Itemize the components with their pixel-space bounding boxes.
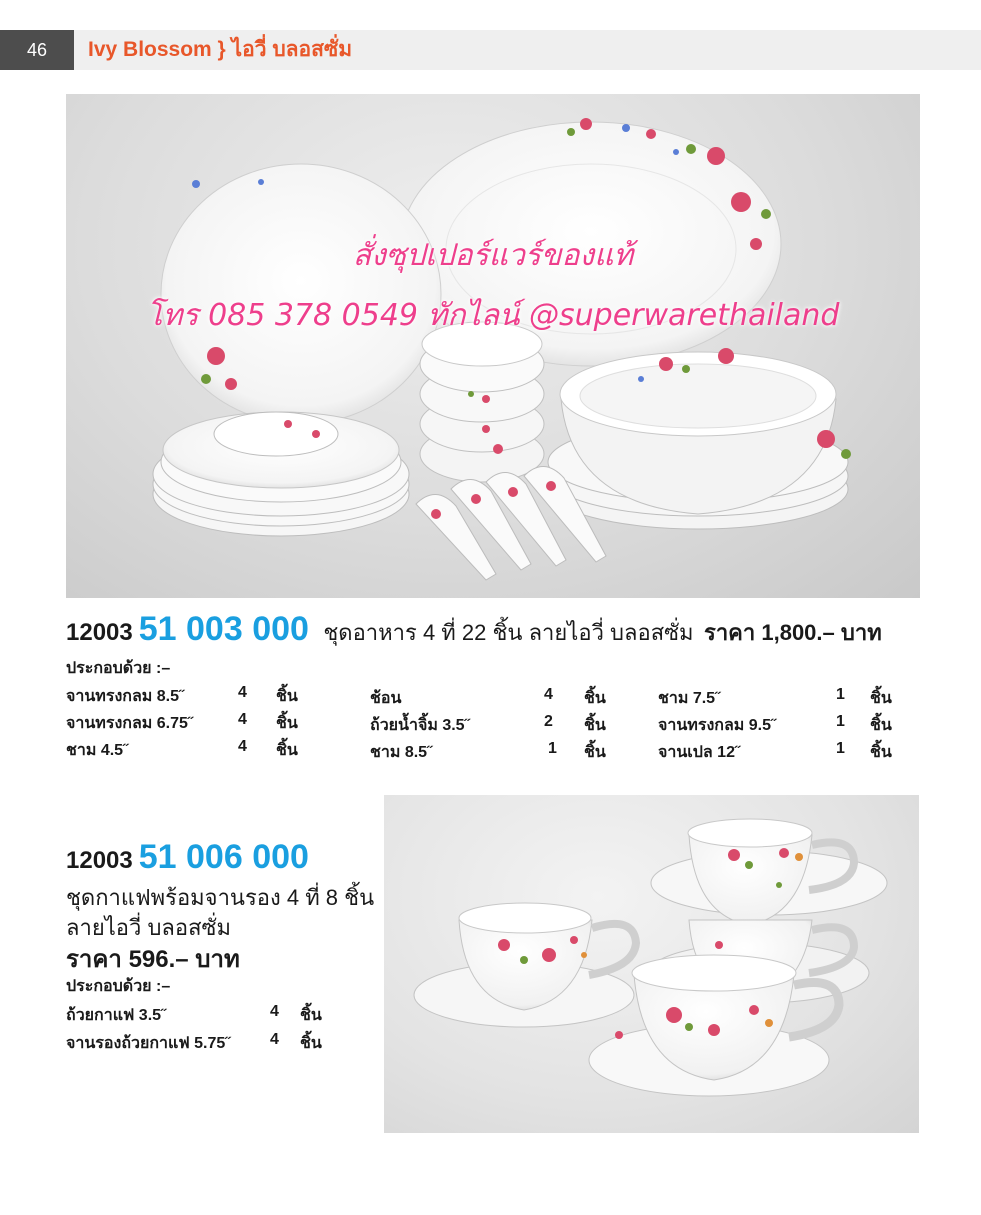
product1-item-name: จานทรงกลม 6.75˝ [66, 715, 194, 732]
product1-item-unit: ชิ้น [276, 715, 298, 732]
product1-item-qty: 2 [544, 713, 553, 730]
product2-item-qty: 4 [270, 1031, 279, 1048]
product1-item-qty: 1 [836, 713, 845, 730]
product1-code-prefix: 12003 [66, 619, 133, 646]
product1-item-unit: ชิ้น [584, 690, 606, 707]
product1-item-qty: 4 [238, 684, 247, 701]
product1-code-main: 51 003 000 [138, 610, 309, 648]
product2-code-main: 51 006 000 [138, 838, 309, 876]
product1-item-unit: ชิ้น [584, 717, 606, 734]
product1-item-name: ช้อน [370, 690, 402, 707]
product1-item-name: จานทรงกลม 8.5˝ [66, 688, 185, 705]
product1-item-qty: 1 [836, 740, 845, 757]
product2-description-line1: ชุดกาแฟพร้อมจานรอง 4 ที่ 8 ชิ้น [66, 885, 375, 910]
coffee-set-illustration [384, 795, 919, 1133]
product2-description-line2: ลายไอวี่ บลอสซั่ม [66, 915, 231, 940]
product1-item-unit: ชิ้น [276, 742, 298, 759]
product2-item-qty: 4 [270, 1003, 279, 1020]
product1-item-name: ชาม 7.5˝ [658, 690, 721, 707]
product1-item-unit: ชิ้น [870, 717, 892, 734]
product2-heading [66, 838, 309, 877]
product2-item-unit: ชิ้น [300, 1035, 322, 1052]
product2-item-name: จานรองถ้วยกาแฟ 5.75˝ [66, 1035, 231, 1052]
product1-item-qty: 4 [238, 738, 247, 755]
product1-item-unit: ชิ้น [584, 744, 606, 761]
product1-item-name: ถ้วยน้ำจิ้ม 3.5˝ [370, 717, 470, 734]
dinner-set-illustration [66, 94, 920, 598]
product1-price: ราคา 1,800.– บาท [704, 620, 882, 645]
product2-price: ราคา 596.– บาท [66, 946, 240, 973]
watermark-line1: สั่งซุปเปอร์แวร์ของแท้ [352, 238, 634, 273]
product1-item-name: ชาม 4.5˝ [66, 742, 129, 759]
product1-item-unit: ชิ้น [870, 744, 892, 761]
product1-item-qty: 4 [238, 711, 247, 728]
page-number: 46 [0, 30, 74, 70]
product2-contents-label: ประกอบด้วย :– [66, 978, 171, 995]
page-title: Ivy Blossom } ไอวี่ บลอสซั่ม [88, 38, 353, 61]
product1-contents-label: ประกอบด้วย :– [66, 660, 171, 677]
product2-item-unit: ชิ้น [300, 1007, 322, 1024]
product1-item-unit: ชิ้น [276, 688, 298, 705]
product1-item-name: จานเปล 12˝ [658, 744, 741, 761]
product1-description: ชุดอาหาร 4 ที่ 22 ชิ้น ลายไอวี่ บลอสซั่ม [323, 620, 694, 645]
dinner-set-photo [66, 94, 920, 598]
product1-item-name: ชาม 8.5˝ [370, 744, 433, 761]
product1-item-name: จานทรงกลม 9.5˝ [658, 717, 777, 734]
product2-code-prefix: 12003 [66, 847, 133, 874]
product1-item-qty: 4 [544, 686, 553, 703]
product1-item-qty: 1 [836, 686, 845, 703]
watermark-line2: โทร 085 378 0549 ทักไลน์ @superwarethailand [146, 298, 840, 333]
product1-item-unit: ชิ้น [870, 690, 892, 707]
product1-item-qty: 1 [548, 740, 557, 757]
product2-item-name: ถ้วยกาแฟ 3.5˝ [66, 1007, 167, 1024]
product1-heading [66, 610, 882, 650]
coffee-set-photo [384, 795, 919, 1133]
